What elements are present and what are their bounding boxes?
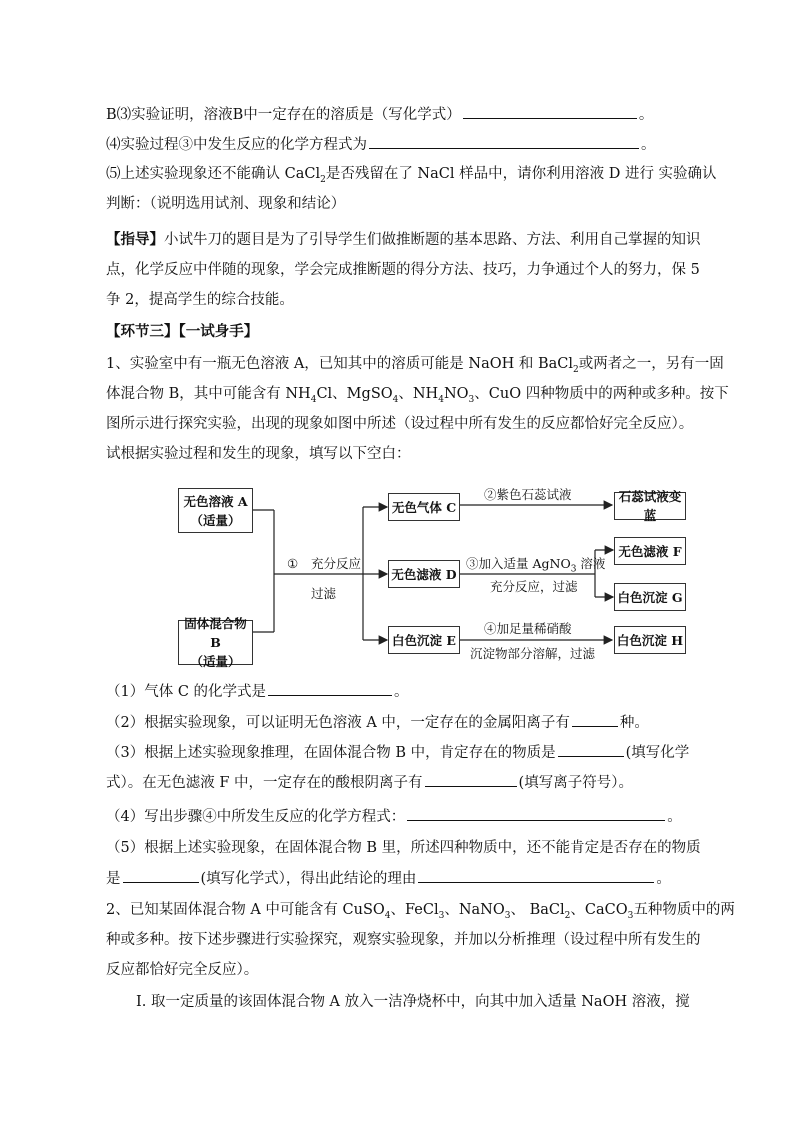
- text-run: ⑷实验过程③中发生反应的化学方程式为: [106, 137, 367, 153]
- text-run: Cl、MgSO: [316, 386, 393, 402]
- text-run: NO: [443, 386, 469, 402]
- step-3-label: ③加入适量 AgNO$_3$ 溶液: [466, 556, 606, 575]
- text-run: 。: [656, 871, 671, 887]
- box-precipitate-g: 白色沉淀 G: [614, 583, 686, 611]
- step-4-sub-label: 沉淀物部分溶解，过滤: [470, 646, 596, 661]
- sub-question-5-line-1: [106, 838, 701, 858]
- problem-2-line-2: [106, 930, 701, 950]
- text-run: 种或多种。按下述步骤进行实验探究，观察实验现象，并加以分析推理（设过程中所有发生的: [106, 932, 701, 948]
- text-run: 、NH: [398, 386, 439, 402]
- text-run: 【环节三】【一试身手】: [106, 323, 259, 340]
- subscript: 2: [320, 174, 326, 185]
- subscript: 3: [504, 910, 511, 921]
- text-run: 、CuO 四种物质中的两种或多种。按下: [474, 386, 729, 402]
- text-run: 争 2，提高学生的综合技能。: [106, 292, 294, 308]
- text-run: 是否残留在了 NaCl 样品中，请你利用溶液 D 进行 实验确认: [325, 166, 717, 182]
- answer-blank[interactable]: [572, 712, 618, 727]
- text-run: 、CaCO: [570, 902, 628, 918]
- text-run: （1）气体 C 的化学式是: [106, 684, 267, 700]
- text-run: 1、实验室中有一瓶无色溶液 A，已知其中的溶质可能是 NaOH 和 BaCl: [106, 356, 574, 372]
- text-run: 点，化学反应中伴随的现象，学会完成推断题的得分方法、技巧，力争通过个人的努力，保 5: [106, 262, 700, 278]
- step-3-sub-label: 充分反应，过滤: [490, 579, 578, 594]
- text-run: (填写离子符号）。: [518, 775, 633, 791]
- answer-blank[interactable]: [268, 681, 392, 696]
- answer-blank[interactable]: [418, 868, 654, 883]
- box-precipitate-e: 白色沉淀 E: [388, 626, 460, 654]
- subscript: 3: [468, 394, 475, 405]
- text-run: （3）根据上述实验现象推理，在固体混合物 B 中，肯定存在的物质是: [106, 745, 556, 761]
- subscript: 4: [438, 394, 444, 405]
- text-run: 种。: [619, 715, 649, 731]
- text-run: 试根据实验过程和发生的现象，填写以下空白：: [106, 446, 411, 462]
- answer-blank[interactable]: [558, 742, 624, 757]
- text-run: 图所示进行探究实验，出现的现象如图中所述（设过程中所有发生的反应都恰好完全反应）。: [106, 416, 694, 432]
- step-1-number: ①: [287, 556, 299, 571]
- text-run: B⑶实验证明，溶液B中一定存在的溶质是（写化学式）: [106, 107, 461, 123]
- box-gas-c: 无色气体 C: [388, 493, 460, 521]
- subscript: 4: [392, 394, 399, 405]
- subscript: 3: [627, 910, 634, 921]
- text-run: 是: [106, 871, 121, 887]
- text-run: 五种物质中的两: [633, 902, 735, 918]
- subscript: 4: [384, 910, 391, 921]
- text-run: 、FeCl: [390, 902, 439, 918]
- text-run: ⑸上述实验现象还不能确认 CaCl: [106, 166, 321, 182]
- subscript: 2: [564, 910, 571, 921]
- box-filtrate-d: 无色滤液 D: [388, 560, 460, 588]
- text-run: （2）根据实验现象，可以证明无色溶液 A 中，一定存在的金属阳离子有: [106, 715, 570, 731]
- text-run: （4）写出步骤④中所发生反应的化学方程式：: [106, 809, 406, 825]
- text-run: 、 BaCl: [510, 902, 565, 918]
- subscript: 2: [573, 364, 579, 375]
- box-solution-a: 无色溶液 A （适量）: [178, 488, 253, 533]
- sub-question-4: [106, 806, 682, 827]
- text-run: 式）。在无色滤液 F 中，一定存在的酸根阴离子有: [106, 775, 423, 791]
- problem-2-step-1: [136, 992, 690, 1012]
- sub-question-3-line-2: [106, 772, 633, 793]
- box-litmus-blue: 石蕊试液变蓝: [614, 492, 686, 520]
- answer-blank[interactable]: [407, 806, 665, 821]
- text-run: Ⅰ. 取一定质量的该固体混合物 A 放入一洁净烧杯中，向其中加入适量 NaOH 溶液，搅: [136, 994, 690, 1010]
- box-precipitate-h: 白色沉淀 H: [614, 626, 686, 654]
- step-4-label: ④加足量稀硝酸: [484, 621, 572, 636]
- subscript: 3: [438, 910, 445, 921]
- step-1-filter-label: 过滤: [311, 586, 337, 601]
- text-run: (填写化学: [625, 745, 690, 761]
- sub-question-2: [106, 712, 649, 733]
- answer-blank[interactable]: [123, 868, 199, 883]
- text-run: 小试牛刀的题目是为了引导学生们做推断题的基本思路、方法、利用自己掌握的知识: [164, 232, 701, 248]
- text-run: 。: [638, 107, 654, 123]
- sub-question-3-line-1: [106, 742, 689, 763]
- text-run: 【指导】: [106, 231, 164, 248]
- problem-2-line-1: [106, 900, 735, 920]
- text-run: 、NaNO: [444, 902, 505, 918]
- problem-2-line-3: [106, 960, 258, 980]
- box-mixture-b: 固体混合物 B （适量）: [178, 620, 253, 665]
- answer-blank[interactable]: [425, 772, 517, 787]
- text-run: 反应都恰好完全反应）。: [106, 962, 259, 978]
- text-run: 或两者之一，另有一固: [578, 356, 724, 372]
- text-run: （5）根据上述实验现象，在固体混合物 B 里，所述四种物质中，还不能肯定是否存在的物质: [106, 840, 701, 856]
- subscript: 4: [310, 394, 317, 405]
- text-run: 。: [394, 684, 409, 700]
- text-run: 。: [667, 809, 682, 825]
- step-2-label: ②紫色石蕊试液: [484, 487, 572, 502]
- step-1-label: 充分反应: [311, 556, 362, 571]
- text-run: (填写化学式），得出此结论的理由: [200, 871, 417, 887]
- box-filtrate-f: 无色滤液 F: [614, 537, 686, 565]
- text-run: 。: [641, 137, 656, 153]
- text-run: 判断：（说明选用试剂、现象和结论）: [106, 196, 346, 212]
- sub-question-1: [106, 681, 409, 702]
- text-run: 体混合物 B，其中可能含有 NH: [106, 386, 311, 402]
- sub-question-5-line-2: [106, 868, 671, 889]
- text-run: 2、已知某固体混合物 A 中可能含有 CuSO: [106, 902, 385, 918]
